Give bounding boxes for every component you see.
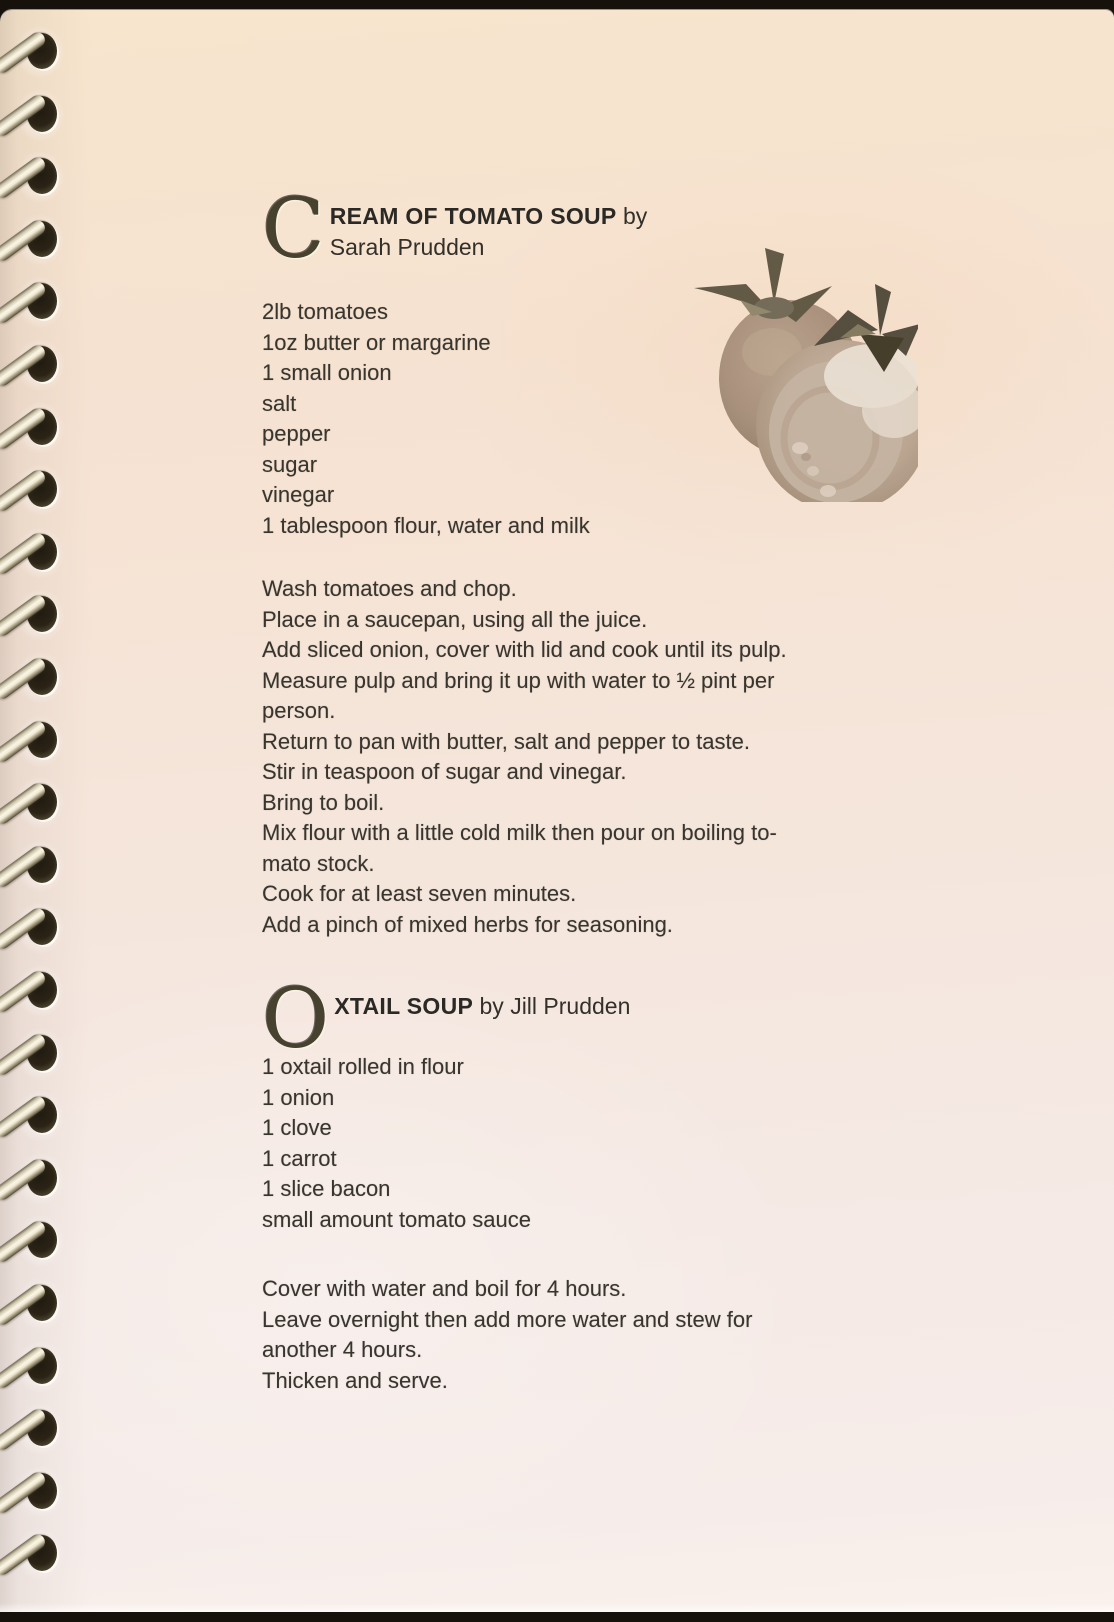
ingredient-line: 1 slice bacon — [262, 1176, 391, 1201]
binding-coil — [0, 838, 66, 896]
ingredients-list-oxtail-soup — [262, 1052, 531, 1235]
tomatoes-illustration — [680, 242, 920, 507]
recipe-title-line — [330, 201, 648, 232]
drop-cap-c: C — [262, 182, 325, 277]
binding-coil — [0, 900, 66, 958]
method-line: Add a pinch of mixed herbs for seasoning. — [262, 911, 673, 937]
method-steps-tomato-soup — [262, 574, 787, 940]
ingredient-line: 2lb tomatoes — [262, 299, 388, 324]
method-line: Mix flour with a little cold milk then pour on boiling to- — [262, 820, 777, 845]
method-line: Cover with water and boil for 4 hours. — [262, 1276, 627, 1301]
recipe-title-line — [334, 991, 630, 1022]
method-line: Add sliced onion, cover with lid and cook until its pulp. — [262, 637, 787, 662]
binding-coil — [0, 775, 66, 833]
binding-coil — [0, 149, 66, 207]
binding-coil — [0, 1339, 66, 1397]
binding-coil — [0, 650, 66, 708]
ingredient-line: 1 carrot — [262, 1145, 337, 1171]
method-line: another 4 hours. — [262, 1337, 423, 1362]
cookbook-page — [0, 10, 1114, 1612]
binding-coil — [0, 400, 66, 458]
binding-coil — [0, 963, 66, 1021]
ingredient-line: 1 oxtail rolled in flour — [262, 1054, 464, 1079]
method-steps-oxtail-soup — [262, 1274, 752, 1396]
binding-coil — [0, 1401, 66, 1459]
binding-coil — [0, 1464, 66, 1522]
method-line: Place in a saucepan, using all the juice. — [262, 606, 648, 632]
binding-coil — [0, 24, 66, 82]
method-line: Wash tomatoes and chop. — [262, 576, 517, 601]
binding-coil — [0, 1276, 66, 1334]
method-line: Measure pulp and bring it up with water to ½ pint per — [262, 667, 775, 693]
recipe-title-text: XTAIL SOUP — [334, 993, 474, 1019]
ingredient-line: pepper — [262, 421, 331, 446]
ingredient-line: 1 onion — [262, 1084, 335, 1110]
binding-coil — [0, 1526, 66, 1584]
method-line: Return to pan with butter, salt and pepper to taste. — [262, 728, 750, 754]
binding-coil — [0, 274, 66, 332]
ingredient-line: 1 small onion — [262, 360, 392, 385]
ingredient-line: 1oz butter or margarine — [262, 329, 491, 355]
binding-coil — [0, 1213, 66, 1271]
binding-coil — [0, 337, 66, 395]
method-line: Cook for at least seven minutes. — [262, 881, 577, 906]
ingredient-line: 1 clove — [262, 1115, 332, 1140]
method-line: Leave overnight then add more water and stew for — [262, 1306, 753, 1332]
recipe-author: Sarah Prudden — [329, 234, 485, 260]
ingredient-line: vinegar — [262, 482, 335, 507]
ingredient-line: 1 tablespoon flour, water and milk — [262, 512, 590, 538]
method-line: mato stock. — [262, 850, 375, 876]
ingredient-line: salt — [262, 390, 297, 416]
spiral-binding — [0, 10, 80, 1622]
binding-coil — [0, 1151, 66, 1209]
binding-coil — [0, 1088, 66, 1146]
method-line: person. — [262, 698, 336, 723]
binding-coil — [0, 87, 66, 145]
binding-coil — [0, 713, 66, 771]
method-line: Thicken and serve. — [262, 1367, 448, 1393]
recipe-title-text: REAM OF TOMATO SOUP — [329, 203, 617, 229]
binding-coil — [0, 212, 66, 270]
binding-coil — [0, 462, 66, 520]
binding-coil — [0, 525, 66, 583]
method-line: Stir in teaspoon of sugar and vinegar. — [262, 759, 627, 784]
recipe-byline: by — [616, 203, 648, 229]
binding-coil — [0, 1026, 66, 1084]
ingredient-line: small amount tomato sauce — [262, 1206, 532, 1232]
ingredients-list-tomato-soup — [262, 297, 590, 541]
drop-cap-o: O — [262, 972, 330, 1067]
recipe-title-cream-of-tomato-soup — [262, 182, 648, 277]
method-line: Bring to boil. — [262, 789, 385, 815]
recipe-byline: by Jill Prudden — [473, 993, 631, 1019]
ingredient-line: sugar — [262, 451, 318, 477]
binding-coil — [0, 587, 66, 645]
